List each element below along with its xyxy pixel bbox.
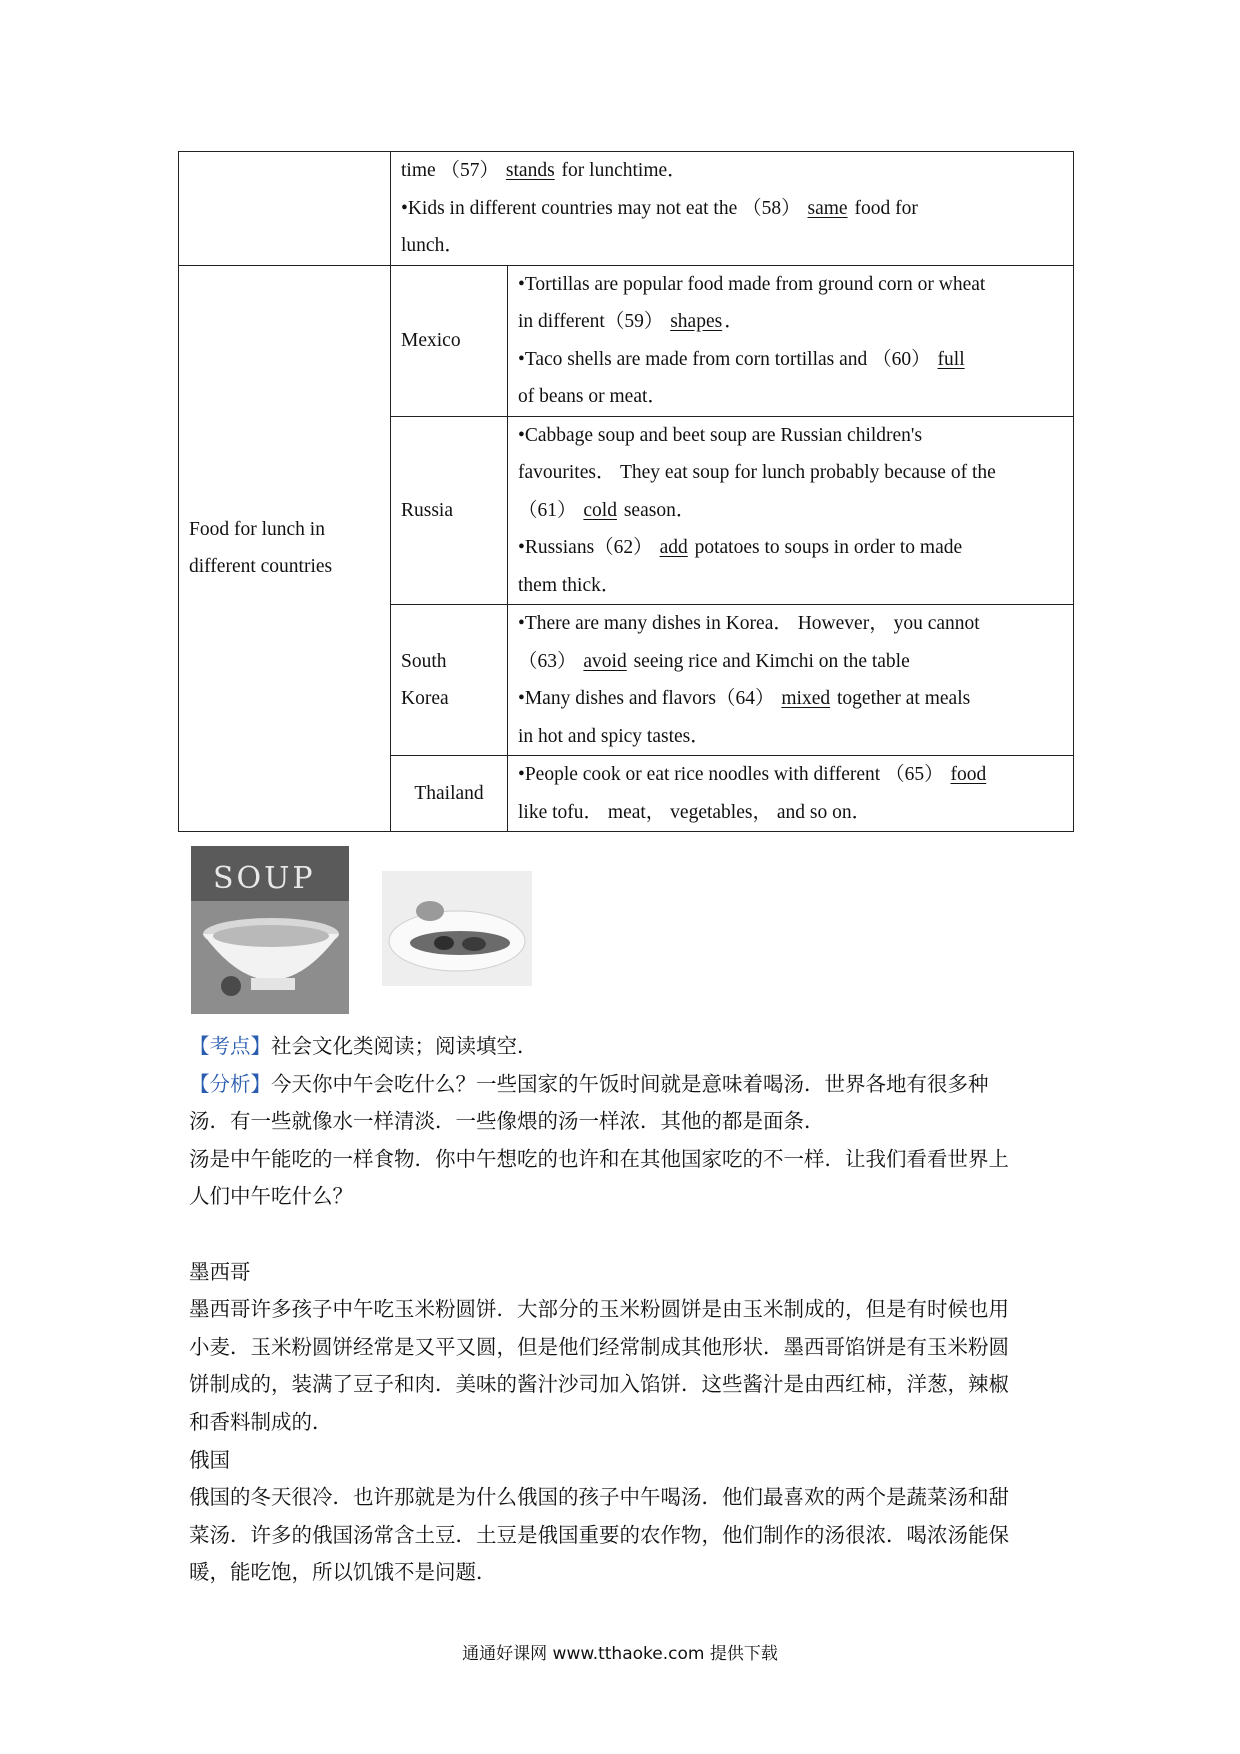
country-south-korea [391,605,508,756]
russia-line-1: •Cabbage soup and beet soup are Russian children's [518,424,923,446]
russia-text-1: 俄国的冬天很冷．也许那就是为什么俄国的孩子中午喝汤．他们最喜欢的两个是蔬菜汤和甜 [189,1485,1009,1510]
table-row-intro [179,152,1074,266]
answer-57: stands [505,160,555,181]
country-south-korea-line-1: South [401,650,447,672]
mexico-text-4: 和香料制成的． [189,1409,333,1434]
analysis-section [189,1028,1069,1592]
russia-text-2: 菜汤．许多的俄国汤常含土豆．土豆是俄国重要的农作物，他们制作的汤很浓．喝浓汤能保 [189,1522,1009,1547]
blank-64-suffix: together at meals [837,688,971,709]
answer-62: add [659,537,688,558]
blank-61-prefix: （61） [518,499,577,521]
soup-bowl-illustration [191,846,349,1014]
para2-line-2: 人们中午吃什么？ [189,1184,353,1209]
answer-60: full [937,348,965,370]
answer-65: food [950,764,987,785]
soup-label: SOUP [213,861,316,896]
soup-photo [191,846,349,1014]
category-line-1: Food for lunch in [189,518,325,540]
fenxi-line-1 [189,1066,1069,1104]
kaodian-line [189,1028,1069,1066]
blank-60-prefix: •Taco shells are made from corn tortillas and （60） [518,348,931,370]
kaodian-tag: 【考点】 [189,1034,271,1058]
blank-57-suffix: for lunchtime． [561,160,687,181]
category-line-2: different countries [189,556,333,578]
blank-62-prefix: •Russians（62） [518,537,653,558]
answer-61: cold [583,499,617,521]
kaodian-text: 社会文化类阅读；阅读填空． [271,1034,538,1058]
page-footer: 通通好课网 www.tthaoke.com 提供下载 [462,1644,778,1664]
south-korea-content [508,605,1074,756]
mexico-content [508,265,1074,416]
para2-line-1: 汤是中午能吃的一样食物．你中午想吃的也许和在其他国家吃的不一样．让我们看看世界上 [189,1146,1009,1171]
thailand-line-2: like tofu． meat， vegetables， and so on． [518,801,872,823]
answer-59: shapes [670,311,723,332]
tortilla-photo [382,871,532,986]
mexico-text-2: 小麦．玉米粉圆饼经常是又平又圆，但是他们经常制成其他形状．墨西哥馅饼是有玉米粉圆 [189,1334,1009,1359]
mexico-text-1: 墨西哥许多孩子中午吃玉米粉圆饼．大部分的玉米粉圆饼是由玉米制成的，但是有时候也用 [189,1297,1009,1322]
fenxi-text-1: 今天你中午会吃什么？一些国家的午饭时间就是意味着喝汤．世界各地有很多种 [271,1071,989,1096]
fenxi-line-2: 汤．有一些就像水一样清淡．一些像煨的汤一样浓．其他的都是面条． [189,1109,825,1134]
blank-spacer [189,1216,1069,1254]
answer-63: avoid [583,650,627,672]
blank-62-suffix: potatoes to soups in order to made [694,537,963,558]
intro-cell [391,152,1074,266]
korea-line-4: in hot and spicy tastes． [518,725,710,747]
russia-text-3: 暖，能吃饱，所以饥饿不是问题． [189,1560,497,1585]
blank-64-prefix: •Many dishes and flavors（64） [518,688,775,709]
category-cell [179,265,391,832]
mexico-text-3: 饼制成的，装满了豆子和肉．美味的酱汁沙司加入馅饼．这些酱汁是由西红柿，洋葱，辣椒 [189,1372,1009,1397]
blank-58-prefix: •Kids in different countries may not eat the （58） [401,197,801,219]
blank-65-prefix: •People cook or eat rice noodles with different （65） [518,764,944,785]
reading-table [178,151,1074,832]
blank-63-suffix: seeing rice and Kimchi on the table [633,650,910,672]
table-row-mexico [179,265,1074,416]
blank-63-prefix: （63） [518,650,577,672]
russia-heading: 俄国 [189,1447,230,1472]
russia-line-5: them thick． [518,574,621,596]
country-south-korea-line-2: Korea [401,688,449,709]
mexico-line-4: of beans or meat． [518,386,667,407]
answer-58: same [807,197,848,219]
mexico-heading: 墨西哥 [189,1259,251,1284]
answer-64: mixed [781,688,831,709]
mexico-line-1: •Tortillas are popular food made from ground corn or wheat [518,273,986,295]
intro-line-3: lunch． [401,235,464,256]
korea-line-1: •There are many dishes in Korea． However， you cannot [518,613,980,634]
country-mexico: Mexico [391,265,508,416]
thailand-content [508,756,1074,832]
blank-59-prefix: in different（59） [518,311,664,332]
blank-59-suffix: ． [724,311,744,332]
country-thailand: Thailand [391,756,508,832]
blank-57-prefix: time （57） [401,160,500,181]
russia-line-2: favourites． They eat soup for lunch probably because of the [518,462,996,483]
blank-58-suffix: food for [854,197,918,219]
blank-61-suffix: season． [623,499,696,521]
fenxi-tag: 【分析】 [189,1071,271,1096]
russia-content [508,416,1074,605]
country-russia: Russia [391,416,508,605]
empty-cell [179,152,391,266]
plate-illustration [382,871,532,986]
